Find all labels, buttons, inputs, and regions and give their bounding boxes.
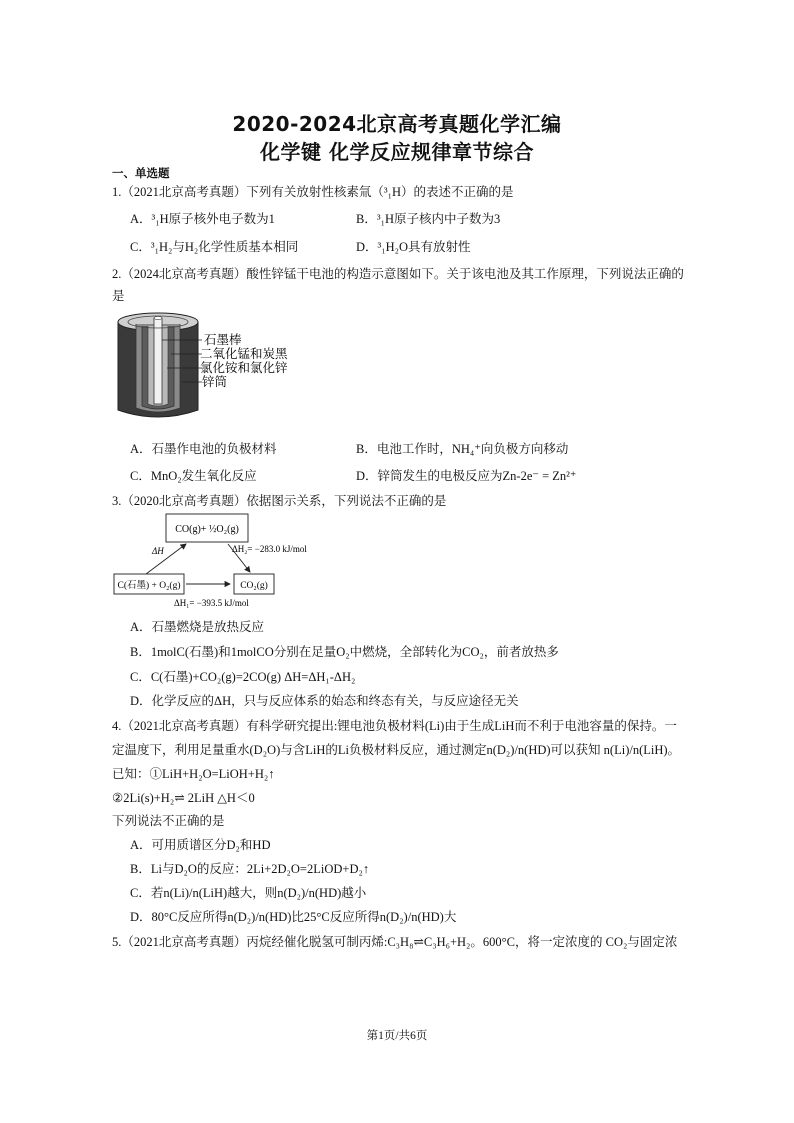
box-co-o2-text: CO(g)+ ½O₂(g) bbox=[175, 524, 239, 535]
page-footer: 第1页/共6页 bbox=[366, 1030, 428, 1042]
q4-stem-line4: ②2Li(s)+H₂⇌ 2LiH △H＜0 bbox=[112, 791, 255, 805]
q3-option-a: A．石墨燃烧是放热反应 bbox=[130, 620, 265, 634]
q2-option-b: B．电池工作时，NH₄⁺向负极方向移动 bbox=[356, 442, 569, 456]
q3-stem: 3.（2020北京高考真题）依据图示关系，下列说法不正确的是 bbox=[112, 494, 447, 508]
label-zinc-can: 锌筒 bbox=[202, 375, 228, 389]
q4-option-b: B．Li与D₂O的反应：2Li+2D₂O=2LiOD+D₂↑ bbox=[130, 862, 370, 876]
document-title-line2: 化学键 化学反应规律章节综合 bbox=[260, 140, 534, 164]
q1-option-a: A．³₁H原子核外电子数为1 bbox=[130, 212, 275, 226]
q1-option-d: D．³₁H₂O具有放射性 bbox=[356, 240, 471, 254]
q4-stem-line1: 4.（2021北京高考真题）有科学研究提出:锂电池负极材料(Li)由于生成LiH而不利于电池容量的保持。一 bbox=[112, 719, 677, 733]
q1-stem: 1.（2021北京高考真题）下列有关放射性核素氚（³₁H）的表述不正确的是 bbox=[112, 185, 514, 199]
q4-option-c: C．若n(Li)/n(LiH)越大，则n(D₂)/n(HD)越小 bbox=[130, 886, 367, 900]
label-dh2: ΔH₂= −283.0 kJ/mol bbox=[232, 544, 307, 554]
q4-option-a: A．可用质谱区分D₂和HD bbox=[130, 838, 271, 852]
q2-stem-line2: 是 bbox=[112, 289, 125, 303]
box-co2-text: CO₂(g) bbox=[240, 581, 268, 591]
q2-option-c: C．MnO₂发生氧化反应 bbox=[130, 469, 257, 483]
section-heading: 一、单选题 bbox=[112, 166, 170, 180]
q4-option-d: D．80°C反应所得n(D₂)/n(HD)比25°C反应所得n(D₂)/n(HD)大 bbox=[130, 910, 457, 924]
label-dh: ΔH bbox=[152, 546, 164, 556]
box-c-o2-text: C(石墨) + O₂(g) bbox=[117, 581, 181, 591]
q4-stem-line3: 已知：①LiH+H₂O=LiOH+H₂↑ bbox=[112, 767, 275, 781]
label-graphite-rod: 石墨棒 bbox=[204, 333, 242, 347]
enthalpy-cycle-diagram bbox=[112, 512, 352, 612]
q2-option-d: D．锌筒发生的电极反应为Zn-2e⁻ = Zn²⁺ bbox=[356, 469, 577, 483]
q2-stem-line1: 2.（2024北京高考真题）酸性锌锰干电池的构造示意图如下。关于该电池及其工作原理，下列说法正确的 bbox=[112, 267, 684, 281]
q2-option-a: A．石墨作电池的负极材料 bbox=[130, 442, 277, 456]
label-mno2-carbon: 二氧化锰和炭黑 bbox=[200, 347, 288, 361]
q1-option-b: B．³₁H原子核内中子数为3 bbox=[356, 212, 501, 226]
q3-option-c: C．C(石墨)+CO₂(g)=2CO(g) ΔH=ΔH₁-ΔH₂ bbox=[130, 670, 356, 684]
label-dh1: ΔH₁= −393.5 kJ/mol bbox=[174, 598, 249, 608]
q1-option-c: C．³₁H₂与H₂化学性质基本相同 bbox=[130, 240, 299, 254]
document-title-line1: 2020-2024北京高考真题化学汇编 bbox=[232, 112, 562, 136]
q4-stem-line5: 下列说法不正确的是 bbox=[112, 814, 225, 828]
q4-stem-line2: 定温度下，利用足量重水(D₂O)与含LiH的Li负极材料反应，通过测定n(D₂)/n(HD)可以获知 n(Li)/n(LiH)。 bbox=[112, 743, 681, 757]
label-nh4cl-zncl2: 氯化铵和氯化锌 bbox=[200, 361, 288, 375]
q5-stem: 5.（2021北京高考真题）丙烷经催化脱氢可制丙烯:C₃H₈⇌C₃H₆+H₂。600°C，将一定浓度的 CO₂与固定浓 bbox=[112, 935, 678, 949]
q3-option-b: B．1molC(石墨)和1molCO分别在足量O₂中燃烧，全部转化为CO₂，前者放热多 bbox=[130, 645, 559, 659]
q3-option-d: D．化学反应的ΔH，只与反应体系的始态和终态有关，与反应途径无关 bbox=[130, 694, 519, 708]
battery-diagram bbox=[112, 306, 302, 426]
